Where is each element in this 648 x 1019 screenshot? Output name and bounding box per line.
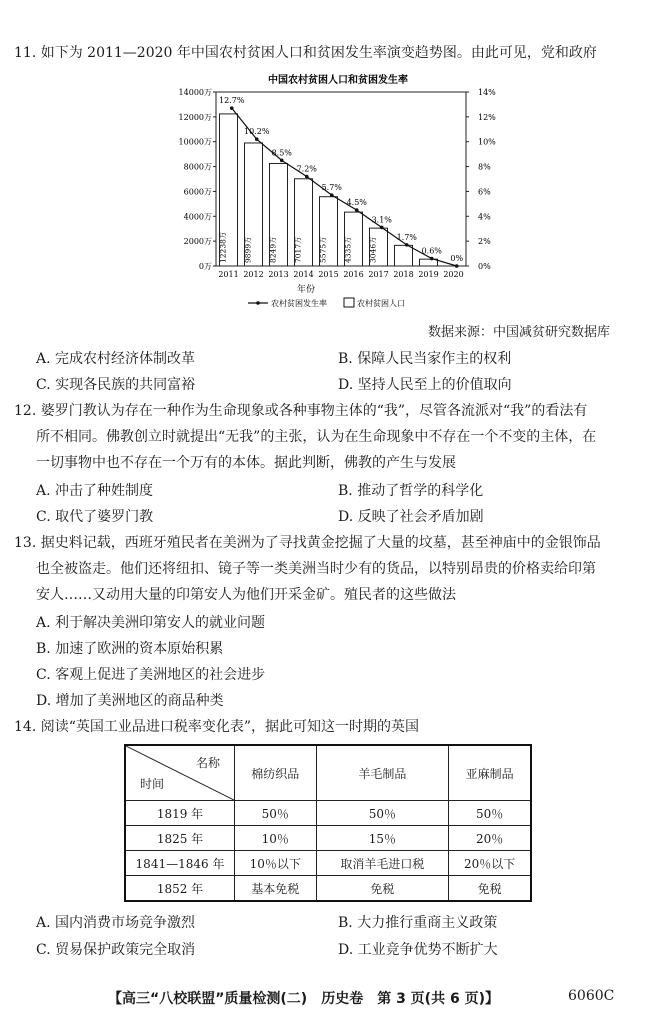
bar-value-label: 12238万 bbox=[218, 231, 228, 263]
rate-point bbox=[355, 208, 359, 212]
left-tick-label: 8000万 bbox=[183, 162, 212, 172]
rate-point bbox=[305, 175, 309, 179]
table-cell: 50％ bbox=[235, 801, 317, 826]
col-header: 棉纺织品 bbox=[235, 745, 317, 801]
x-tick-label: 2015 bbox=[318, 270, 339, 279]
q14-option-d[interactable]: D. 工业竞争优势不断扩大 bbox=[338, 942, 498, 958]
table-cell: 基本免税 bbox=[235, 876, 317, 902]
table-row bbox=[125, 801, 531, 826]
table-cell: 10％ bbox=[235, 826, 317, 851]
legend-line-marker bbox=[256, 301, 260, 305]
left-tick-label: 10000万 bbox=[178, 137, 212, 147]
q11-source: 数据来源：中国减贫研究数据库 bbox=[428, 325, 611, 340]
q13-option-a[interactable]: A. 利于解决美洲印第安人的就业问题 bbox=[36, 615, 266, 631]
legend-label-population: 农村贫困人口 bbox=[357, 299, 405, 308]
poverty-chart bbox=[176, 70, 506, 320]
right-tick-label: 6% bbox=[478, 187, 491, 197]
rate-value-label: 5.7% bbox=[321, 183, 342, 193]
left-tick-label: 14000万 bbox=[178, 88, 212, 97]
bar-value-label: 4335万 bbox=[343, 236, 353, 263]
rate-value-label: 12.7% bbox=[219, 96, 245, 106]
x-tick-label: 2020 bbox=[443, 270, 464, 279]
right-tick-label: 14% bbox=[478, 88, 496, 97]
rate-point bbox=[455, 264, 459, 268]
right-tick-label: 2% bbox=[478, 237, 491, 247]
rate-value-label: 0.6% bbox=[421, 246, 442, 256]
q12-option-c[interactable]: C. 取代了婆罗门教 bbox=[36, 509, 154, 525]
q14-option-a[interactable]: A. 国内消费市场竞争激烈 bbox=[36, 915, 196, 931]
bar-value-label: 9899万 bbox=[243, 236, 253, 263]
q12-line-2: 所不相同。佛教创立时就提出“无我”的主张，认为在生命现象中不存在一个不变的主体，在 bbox=[36, 429, 597, 445]
chart-xlabel: 年份 bbox=[296, 285, 316, 295]
rate-value-label: 3.1% bbox=[371, 215, 392, 225]
rate-value-label: 0% bbox=[450, 254, 464, 263]
rate-value-label: 10.2% bbox=[244, 127, 270, 137]
paper-code: 6060C bbox=[568, 988, 615, 1004]
population-bar bbox=[395, 245, 413, 266]
rate-point bbox=[280, 159, 284, 163]
table-cell: 免税 bbox=[316, 876, 449, 902]
x-tick-label: 2016 bbox=[343, 270, 364, 279]
q14-option-c[interactable]: C. 贸易保护政策完全取消 bbox=[36, 942, 196, 958]
table-cell: 取消羊毛进口税 bbox=[316, 851, 449, 876]
bar-value-label: 5575万 bbox=[318, 236, 328, 263]
x-tick-label: 2019 bbox=[418, 270, 439, 279]
q12-option-d[interactable]: D. 反映了社会矛盾加剧 bbox=[338, 509, 484, 525]
q12-option-a[interactable]: A. 冲击了种姓制度 bbox=[36, 483, 154, 499]
chart-title: 中国农村贫困人口和贫困发生率 bbox=[268, 75, 408, 86]
left-tick-label: 0万 bbox=[198, 262, 212, 271]
tax-rate-table bbox=[124, 744, 532, 902]
right-tick-label: 10% bbox=[478, 137, 496, 147]
chart-svg bbox=[176, 70, 506, 320]
q11-option-a[interactable]: A. 完成农村经济体制改革 bbox=[36, 351, 196, 367]
rate-point bbox=[430, 257, 434, 261]
table-cell: 15％ bbox=[316, 826, 449, 851]
table-cell: 50％ bbox=[316, 801, 449, 826]
left-tick-label: 4000万 bbox=[183, 212, 212, 222]
x-tick-label: 2017 bbox=[368, 270, 389, 279]
q13-option-c[interactable]: C. 客观上促进了美洲地区的社会进步 bbox=[36, 667, 266, 683]
table-cell: 20％以下 bbox=[449, 851, 531, 876]
q11-option-d[interactable]: D. 坚持人民至上的价值取向 bbox=[338, 377, 512, 393]
q14-option-b[interactable]: B. 大力推行重商主义政策 bbox=[338, 915, 498, 931]
rate-value-label: 8.5% bbox=[271, 148, 292, 158]
rate-value-label: 4.5% bbox=[346, 198, 367, 208]
q14-stem: 14. 阅读“英国工业品进口税率变化表”，据此可知这一时期的英国 bbox=[14, 719, 420, 735]
rate-point bbox=[255, 137, 259, 141]
rate-value-label: 1.7% bbox=[396, 232, 417, 242]
x-tick-label: 2011 bbox=[218, 270, 239, 279]
left-tick-label: 12000万 bbox=[178, 112, 212, 122]
right-tick-label: 4% bbox=[478, 212, 491, 222]
right-tick-label: 0% bbox=[478, 262, 491, 271]
table-row bbox=[125, 851, 531, 876]
q11-option-b[interactable]: B. 保障人民当家作主的权利 bbox=[338, 351, 512, 367]
q13-line-2: 也全被盗走。他们还将纽扣、镜子等一类美洲当时少有的货品，以特别昂贵的价格卖给印第 bbox=[36, 561, 596, 577]
rate-point bbox=[405, 243, 409, 247]
chart-legend bbox=[248, 298, 405, 308]
table-cell: 50％ bbox=[449, 801, 531, 826]
corner-top-label: 名称 bbox=[195, 756, 220, 770]
q11-option-c[interactable]: C. 实现各民族的共同富裕 bbox=[36, 377, 196, 393]
q11-stem: 11. 如下为 2011—2020 年中国农村贫困人口和贫困发生率演变趋势图。由此可见，党和政府 bbox=[14, 45, 597, 61]
right-tick-label: 8% bbox=[478, 162, 491, 172]
rate-point bbox=[230, 106, 234, 110]
legend-bar-swatch bbox=[344, 298, 354, 307]
rate-point bbox=[330, 193, 334, 197]
table-cell: 10％以下 bbox=[235, 851, 317, 876]
corner-bottom-label: 时间 bbox=[140, 777, 165, 791]
table-corner-cell bbox=[125, 745, 235, 801]
x-tick-label: 2018 bbox=[393, 270, 414, 279]
x-tick-label: 2013 bbox=[268, 270, 289, 279]
row-time: 1825 年 bbox=[125, 826, 235, 851]
table-cell: 20％ bbox=[449, 826, 531, 851]
table-cell: 免税 bbox=[449, 876, 531, 902]
population-bar bbox=[420, 259, 438, 266]
q12-line-1: 12. 婆罗门教认为存在一种作为生命现象或各种事物主体的“我”，尽管各流派对“我”的看法有 bbox=[14, 403, 588, 419]
rate-value-label: 7.2% bbox=[296, 164, 317, 174]
q13-option-d[interactable]: D. 增加了美洲地区的商品种类 bbox=[36, 693, 224, 709]
q13-line-3: 安人……又动用大量的印第安人为他们开采金矿。殖民者的这些做法 bbox=[36, 587, 456, 603]
legend-label-rate: 农村贫困发生率 bbox=[271, 299, 327, 308]
table-row bbox=[125, 876, 531, 902]
row-time: 1819 年 bbox=[125, 801, 235, 826]
bar-value-label: 8249万 bbox=[268, 236, 278, 263]
q13-line-1: 13. 据史料记载，西班牙殖民者在美洲为了寻找黄金挖掘了大量的坟墓，甚至神庙中的金银饰品 bbox=[14, 535, 601, 551]
rate-point bbox=[380, 226, 384, 230]
row-time: 1852 年 bbox=[125, 876, 235, 902]
q13-option-b[interactable]: B. 加速了欧洲的资本原始积累 bbox=[36, 641, 224, 657]
col-header: 羊毛制品 bbox=[316, 745, 449, 801]
row-time: 1841—1846 年 bbox=[125, 851, 235, 876]
page-footer: 【高三“八校联盟”质量检测(二) 历史卷 第 3 页(共 6 页)】 bbox=[108, 991, 499, 1007]
table-row bbox=[125, 826, 531, 851]
left-tick-label: 2000万 bbox=[183, 237, 212, 247]
x-tick-label: 2012 bbox=[243, 270, 264, 279]
col-header: 亚麻制品 bbox=[449, 745, 531, 801]
q12-line-3: 一切事物中也不存在一个万有的本体。据此判断，佛教的产生与发展 bbox=[36, 455, 456, 471]
x-tick-label: 2014 bbox=[293, 270, 314, 279]
right-tick-label: 12% bbox=[478, 112, 496, 122]
left-tick-label: 6000万 bbox=[183, 187, 212, 197]
bar-value-label: 7017万 bbox=[293, 236, 303, 263]
bar-value-label: 3046万 bbox=[368, 236, 378, 263]
q12-option-b[interactable]: B. 推动了哲学的科学化 bbox=[338, 483, 484, 499]
